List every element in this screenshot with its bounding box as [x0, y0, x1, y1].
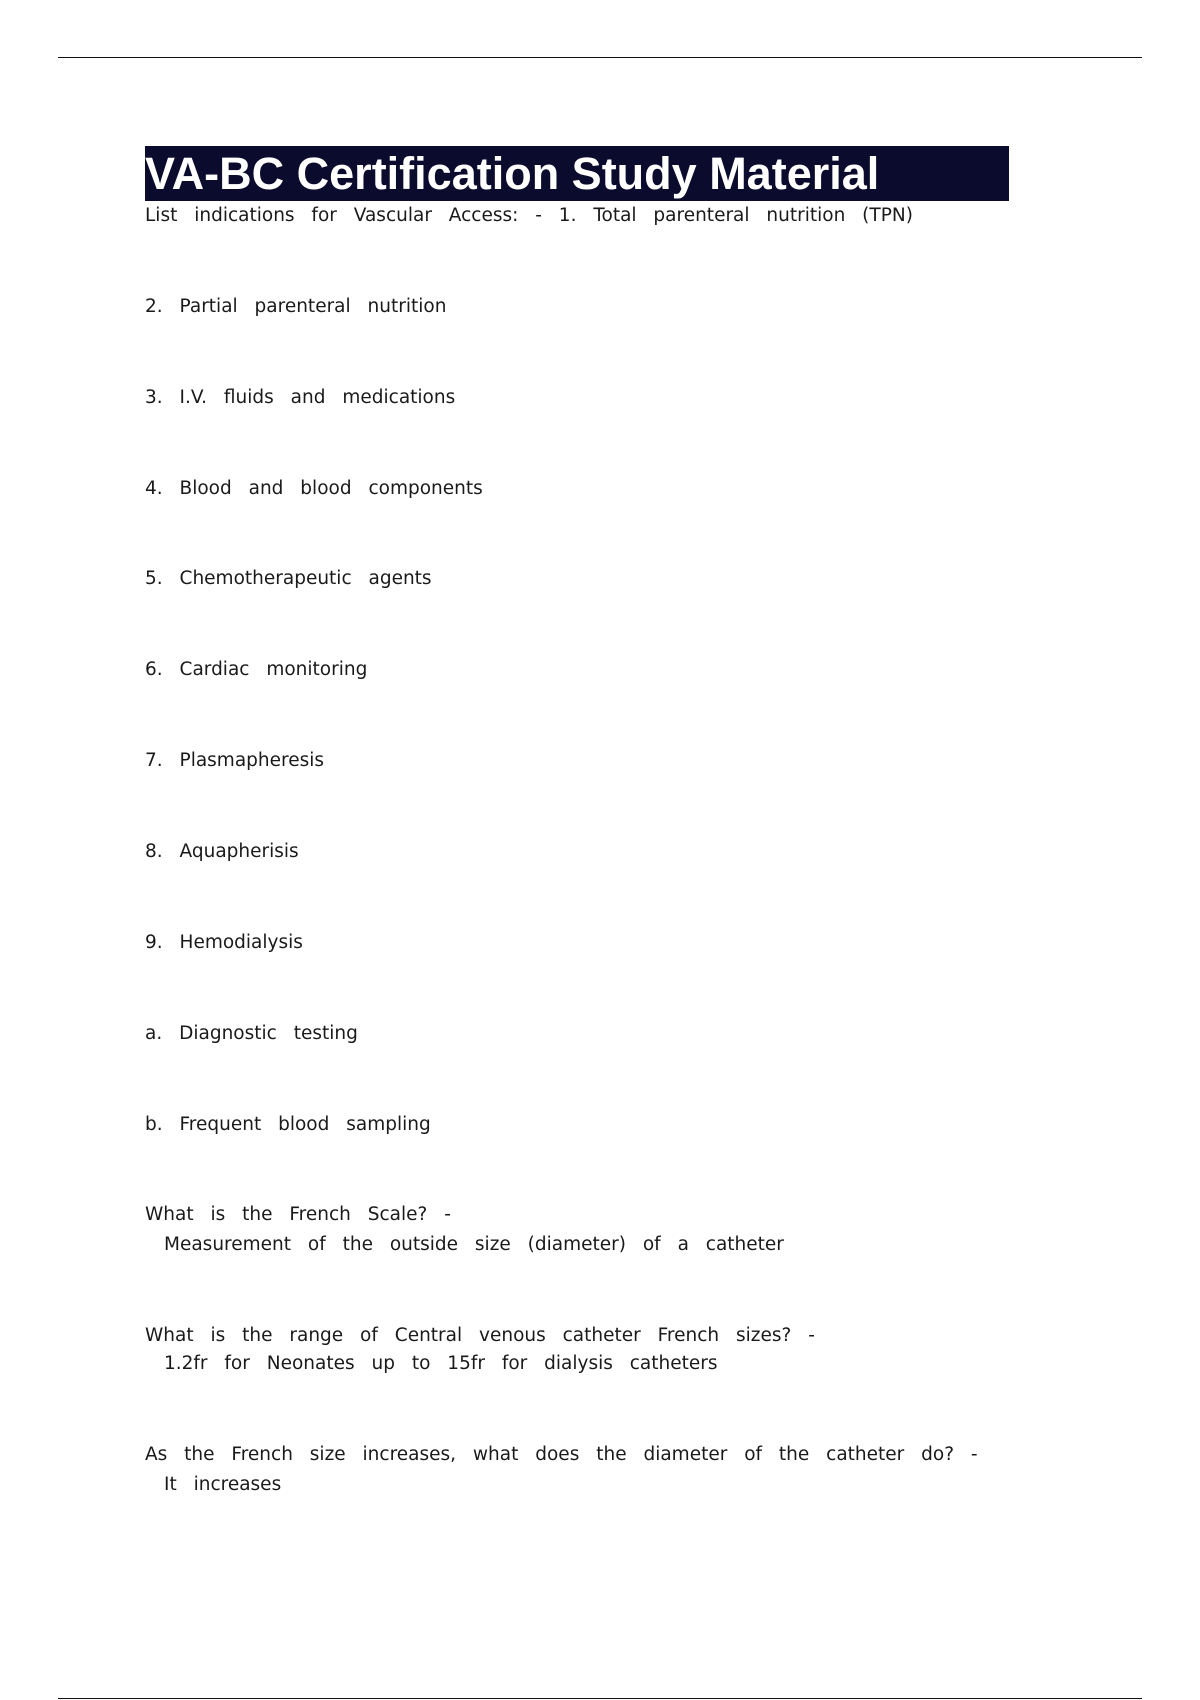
- list-item: 8. Aquapherisis: [145, 841, 299, 862]
- answer: Measurement of the outside size (diameter) of a catheter: [164, 1234, 784, 1255]
- list-item: 3. I.V. fluids and medications: [145, 387, 456, 408]
- question: What is the French Scale? -: [145, 1204, 451, 1225]
- list-item: 5. Chemotherapeutic agents: [145, 568, 432, 589]
- list-intro: List indications for Vascular Access: - 1. Total parenteral nutrition (TPN): [145, 205, 913, 226]
- document-title: VA-BC Certification Study Material: [145, 146, 1009, 201]
- question: As the French size increases, what does the diameter of the catheter do? -: [145, 1444, 978, 1465]
- list-item: 9. Hemodialysis: [145, 932, 303, 953]
- answer: It increases: [164, 1474, 282, 1495]
- bottom-divider: [58, 1698, 1142, 1699]
- answer: 1.2fr for Neonates up to 15fr for dialysis catheters: [164, 1353, 718, 1374]
- list-item: 4. Blood and blood components: [145, 478, 483, 499]
- list-item: b. Frequent blood sampling: [145, 1114, 431, 1135]
- top-divider: [58, 57, 1142, 58]
- list-item: 6. Cardiac monitoring: [145, 659, 368, 680]
- list-item: 2. Partial parenteral nutrition: [145, 296, 447, 317]
- list-item: a. Diagnostic testing: [145, 1023, 358, 1044]
- list-item: 7. Plasmapheresis: [145, 750, 325, 771]
- question: What is the range of Central venous catheter French sizes? -: [145, 1325, 815, 1346]
